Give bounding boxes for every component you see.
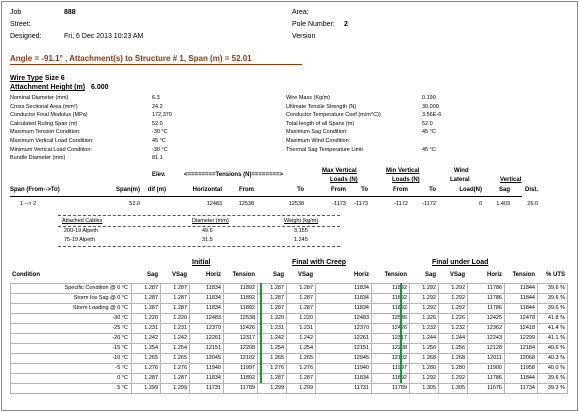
sag-cell: 1.292: [410, 284, 439, 294]
sag-cell: 41.1 %: [538, 334, 568, 344]
creep-divider: [260, 283, 262, 383]
sag-cell: 40.0 %: [538, 364, 568, 374]
elev-header: Elev.: [152, 172, 166, 178]
wire-type: [10, 75, 65, 83]
sag-cell: 1.242: [161, 334, 190, 344]
pole-number-label: Pole Number:: [292, 21, 335, 28]
condition-cell: -15 °C: [11, 344, 132, 354]
sag-cell: 11786: [468, 304, 505, 314]
sag-cell: 11900: [468, 364, 505, 374]
vertical-header: Vertical: [500, 177, 522, 183]
sag-cell: 12208: [372, 344, 410, 354]
table-row: [11, 314, 568, 324]
sag-cell: 12045: [316, 354, 372, 364]
condition-cell: Storm Ice Sag @ 0 °C: [11, 294, 132, 304]
sag-cell: 1.220: [161, 314, 190, 324]
sag-cell: 1.242: [132, 334, 161, 344]
condition-cell: -25 °C: [11, 324, 132, 334]
sag-cell: 12478: [505, 314, 538, 324]
street-label: Street:: [10, 21, 31, 28]
sag-cell: 1.280: [439, 364, 468, 374]
property-value: -30 °C: [152, 146, 168, 153]
span-column-header: Load(N): [459, 187, 482, 193]
title-underline: [10, 64, 302, 65]
sag-cell: 11958: [505, 364, 538, 374]
sag-cell: 1.287: [258, 304, 287, 314]
condition-cell: -30 °C: [11, 314, 132, 324]
sag-cell: 12317: [372, 334, 410, 344]
span-table-rule: [10, 196, 522, 197]
span-column-header: Dist.: [524, 187, 538, 193]
cable-cell: 3.155: [294, 228, 308, 234]
sag-column-header: Tension: [512, 272, 535, 278]
property-value: 3.56E-6: [422, 112, 442, 119]
min-vertical-header-2: Loads (N): [392, 177, 420, 183]
sag-cell: 11892: [224, 374, 258, 384]
sag-cell: 41.4 %: [538, 324, 568, 334]
sag-cell: 11892: [372, 284, 410, 294]
sag-cell: 12299: [505, 334, 538, 344]
span-cell: 12538: [238, 201, 254, 207]
table-row: [11, 294, 568, 304]
span-column-header: To: [297, 187, 304, 193]
sag-cell: 1.256: [439, 344, 468, 354]
cable-cell: 75-19 Alpeth: [64, 237, 95, 243]
sag-cell: 11892: [372, 304, 410, 314]
sag-cell: 11892: [224, 294, 258, 304]
sag-cell: 12102: [372, 354, 410, 364]
sag-cell: 1.287: [132, 294, 161, 304]
sag-cell: 1.254: [287, 344, 316, 354]
property-label: Thermal Sag Temperature Limit: [286, 146, 363, 153]
sag-cell: 11786: [468, 284, 505, 294]
span-cell: 1 --> 2: [20, 201, 37, 207]
sag-cell: 11786: [468, 374, 505, 384]
span-cell: -1173: [354, 201, 368, 207]
span-column-header: Span (From-->To): [10, 187, 60, 193]
wire-type-value: Size 6: [44, 75, 65, 82]
sag-cell: 1.226: [439, 314, 468, 324]
sag-cell: 1.232: [439, 324, 468, 334]
area-label: Area:: [292, 9, 309, 16]
sag-cell: 12128: [468, 344, 505, 354]
sag-cell: 12151: [316, 344, 372, 354]
sag-cell: 12184: [505, 344, 538, 354]
condition-cell: Storm Loading @ 0 °C: [11, 304, 132, 314]
sag-cell: 1.268: [410, 354, 439, 364]
sag-cell: 1.242: [287, 334, 316, 344]
sag-cell: 39.6 %: [538, 284, 568, 294]
cable-cell: 31.5: [202, 237, 213, 243]
property-value: -30 °C: [152, 129, 168, 136]
cable-cell: 200-19 Alpeth: [64, 228, 98, 234]
sag-cell: 1.287: [132, 304, 161, 314]
span-column-header: To: [361, 187, 368, 193]
sag-cell: 1.299: [258, 384, 287, 394]
span-cell: -1173: [332, 201, 346, 207]
property-value: 6.3: [152, 95, 160, 101]
sag-cell: 39.6 %: [538, 294, 568, 304]
sag-cell: 11940: [316, 364, 372, 374]
sag-cell: 11834: [190, 284, 224, 294]
wire-type-label: Wire Type: [10, 75, 43, 82]
sag-cell: 1.287: [258, 284, 287, 294]
sag-cell: 12243: [468, 334, 505, 344]
property-label: Maximum Sag Condition:: [286, 129, 348, 136]
sag-cell: 1.299: [161, 384, 190, 394]
attachment-height-label: Attachment Height (m): [10, 84, 86, 91]
tensions-header: <========Tensions (N)========>: [184, 172, 283, 178]
creep-header: Final with Creep: [292, 259, 347, 266]
sag-cell: 12426: [224, 324, 258, 334]
sag-cell: 1.276: [258, 364, 287, 374]
cables-rule-mid: [58, 226, 340, 227]
property-value: 24.2: [152, 103, 163, 110]
cables-header: Diameter (mm): [192, 218, 229, 224]
sag-cell: 1.276: [287, 364, 316, 374]
sag-cell: 12208: [224, 344, 258, 354]
condition-cell: 5 °C: [11, 384, 132, 394]
sag-cell: 11734: [505, 384, 538, 394]
wind-header-1: Wind: [454, 168, 469, 174]
sag-cell: 1.254: [258, 344, 287, 354]
wind-header-2: Lateral: [450, 177, 470, 183]
sag-cell: 11892: [372, 374, 410, 384]
version-label: Version: [292, 33, 316, 40]
sag-cell: 1.287: [161, 294, 190, 304]
condition-cell: Specific Condition @ 0 °C: [11, 284, 132, 294]
property-label: Wire Mass (Kg/m): [286, 95, 330, 101]
property-value: 45 °C: [422, 146, 436, 153]
max-vertical-header-2: Loads (N): [330, 177, 358, 183]
sag-cell: 11892: [372, 294, 410, 304]
sag-cell: 1.287: [161, 374, 190, 384]
sag-cell: 39.6 %: [538, 374, 568, 384]
span-column-header: From: [393, 187, 408, 193]
property-value: 30,000: [422, 103, 439, 110]
property-label: Maximum Vertical Load Condition:: [10, 138, 94, 144]
sag-column-header: Tension: [384, 272, 407, 278]
cables-rule-top: [58, 215, 340, 216]
sag-column-header: Tension: [232, 272, 255, 278]
span-cell: 12538: [288, 201, 304, 207]
sag-cell: 39.3 %: [538, 384, 568, 394]
sag-cell: 1.287: [161, 284, 190, 294]
table-row: [11, 374, 568, 384]
sag-cell: 1.265: [287, 354, 316, 364]
property-label: Bundle Diameter (mm): [10, 155, 66, 162]
sag-cell: 1.268: [439, 354, 468, 364]
sag-cell: 1.287: [287, 294, 316, 304]
sag-cell: 12418: [505, 324, 538, 334]
table-row: [11, 364, 568, 374]
sag-cell: 12370: [190, 324, 224, 334]
property-label: Calculated Ruling Span (m): [10, 120, 78, 127]
span-cell: 26.0: [527, 201, 538, 207]
sag-column-header: VSag: [449, 272, 465, 278]
sag-cell: 12261: [190, 334, 224, 344]
span-cell: 12483: [206, 201, 222, 207]
designed-value: Fri, 6 Dec 2013 10:23 AM: [64, 33, 144, 40]
span-column-header: Span(m): [116, 187, 140, 193]
sag-cell: 11844: [505, 284, 538, 294]
sag-cell: 11786: [468, 294, 505, 304]
sag-column-header: Horiz: [487, 272, 502, 278]
sag-cell: 12102: [224, 354, 258, 364]
sag-column-header: Sag: [272, 272, 284, 278]
sag-cell: 1.231: [161, 324, 190, 334]
condition-cell: -10 °C: [11, 354, 132, 364]
sag-cell: 12483: [316, 314, 372, 324]
sag-cell: 12362: [468, 324, 505, 334]
span-column-header: Sag: [498, 187, 510, 193]
sag-cell: 1.256: [410, 344, 439, 354]
sag-cell: 1.231: [132, 324, 161, 334]
cables-rule-bottom: [58, 246, 340, 247]
sag-cell: 12370: [316, 324, 372, 334]
sag-cell: 1.292: [410, 304, 439, 314]
sag-cell: 11834: [316, 294, 372, 304]
designed-label: Designed:: [10, 33, 42, 40]
sag-cell: 12317: [224, 334, 258, 344]
attachment-height-value: 6.000: [91, 84, 109, 91]
max-vertical-header-1: Max Vertical: [322, 168, 357, 174]
sag-table: [10, 283, 568, 394]
table-row: [11, 334, 568, 344]
sag-cell: 1.299: [132, 384, 161, 394]
property-value: 52.0: [422, 120, 433, 127]
sag-cell: 11834: [316, 304, 372, 314]
sag-cell: 12536: [372, 314, 410, 324]
condition-cell: 0 °C: [11, 374, 132, 384]
cable-cell: 49.6: [202, 228, 213, 234]
property-label: Minimum Vertical Load Condition:: [10, 146, 92, 153]
job-value: 888: [64, 9, 76, 16]
sag-cell: 11844: [505, 294, 538, 304]
span-column-header: From: [331, 187, 346, 193]
sag-cell: 1.254: [161, 344, 190, 354]
property-value: 45 °C: [152, 138, 166, 144]
sag-cell: 12538: [224, 314, 258, 324]
span-column-header: dif (m): [147, 187, 166, 193]
condition-cell: -20 °C: [11, 334, 132, 344]
sag-column-header: % UTS: [545, 272, 565, 278]
sag-cell: 1.287: [287, 304, 316, 314]
table-row: [11, 354, 568, 364]
report-title: Angle = -91.1° , Attachment(s) to Structure # 1, Span (m) = 52.01: [10, 54, 252, 63]
initial-header: Initial: [192, 259, 211, 266]
span-column-header: To: [429, 187, 436, 193]
sag-cell: 1.231: [258, 324, 287, 334]
sag-cell: 1.231: [287, 324, 316, 334]
sag-cell: 1.287: [287, 284, 316, 294]
cables-header: Weight (kg/m): [284, 218, 319, 224]
property-label: Maximum Tension Condition:: [10, 129, 81, 136]
load-divider: [400, 283, 402, 383]
property-label: Conductor Temperature Coef.(m/m°C)): [286, 112, 381, 119]
property-label: Cross Sectional Area (mm²): [10, 103, 78, 110]
sag-cell: 1.287: [132, 284, 161, 294]
sag-cell: 1.276: [132, 364, 161, 374]
sag-cell: 1.292: [410, 294, 439, 304]
table-row: [11, 384, 568, 394]
condition-cell: -5 °C: [11, 364, 132, 374]
property-label: Nominal Diameter (mm): [10, 95, 69, 101]
sag-cell: 41.8 %: [538, 314, 568, 324]
property-value: 172,370: [152, 112, 172, 119]
load-header: Final under Load: [432, 259, 489, 266]
sag-cell: 1.265: [161, 354, 190, 364]
sag-cell: 11834: [190, 304, 224, 314]
sag-cell: 1.265: [258, 354, 287, 364]
sag-column-header: Sag: [146, 272, 158, 278]
sag-cell: 1.220: [132, 314, 161, 324]
sag-cell: 1.242: [258, 334, 287, 344]
sag-cell: 11997: [224, 364, 258, 374]
sag-cell: 39.6 %: [538, 304, 568, 314]
sag-cell: 1.287: [161, 304, 190, 314]
min-vertical-header-1: Min Vertical: [386, 168, 420, 174]
job-label: Job: [10, 9, 22, 16]
sag-cell: 12151: [190, 344, 224, 354]
property-label: Ultimate Tensile Strength (N): [286, 103, 357, 110]
sag-column-header: VSag: [171, 272, 187, 278]
sag-cell: 11834: [316, 374, 372, 384]
sag-cell: 1.244: [439, 334, 468, 344]
sag-cell: 12425: [468, 314, 505, 324]
property-value: 81.1: [152, 155, 163, 162]
sag-cell: 11676: [468, 384, 505, 394]
sag-cell: 11844: [505, 304, 538, 314]
sag-cell: 1.292: [439, 284, 468, 294]
property-label: Total length of all Spans (m): [286, 120, 355, 127]
sag-cell: 12261: [316, 334, 372, 344]
property-value: 45 °C: [422, 129, 436, 136]
sag-cell: 11834: [190, 294, 224, 304]
sag-cell: 1.232: [410, 324, 439, 334]
sag-cell: 11940: [190, 364, 224, 374]
sag-cell: 1.287: [258, 294, 287, 304]
sag-cell: 1.220: [287, 314, 316, 324]
table-row: [11, 344, 568, 354]
sag-cell: 1.226: [410, 314, 439, 324]
sag-cell: 1.292: [439, 304, 468, 314]
property-label: Conductor Final Modulus (MPa): [10, 112, 88, 119]
span-cell: 1.403: [496, 201, 510, 207]
property-value: 0.190: [422, 95, 436, 101]
sag-column-header: Horiz: [354, 272, 369, 278]
sag-cell: 1.305: [410, 384, 439, 394]
sag-cell: 1.287: [132, 374, 161, 384]
pole-number-value: 2: [344, 21, 348, 28]
sag-cell: 40.3 %: [538, 354, 568, 364]
sag-cell: 1.280: [410, 364, 439, 374]
table-row: [11, 284, 568, 294]
sag-cell: 11834: [190, 374, 224, 384]
sag-cell: 1.244: [410, 334, 439, 344]
sag-cell: 12068: [505, 354, 538, 364]
sag-cell: 1.287: [258, 374, 287, 384]
sag-cell: 1.292: [410, 374, 439, 384]
sag-cell: 12426: [372, 324, 410, 334]
sag-cell: 1.265: [132, 354, 161, 364]
sag-cell: 1.292: [439, 374, 468, 384]
span-column-header: Horizontal: [192, 187, 222, 193]
span-cell: 0: [478, 201, 482, 207]
sag-cell: 11789: [372, 384, 410, 394]
sag-column-header: Condition: [12, 272, 40, 278]
sag-cell: 40.6 %: [538, 344, 568, 354]
sag-cell: 1.220: [258, 314, 287, 324]
sag-cell: 1.254: [132, 344, 161, 354]
sag-column-header: VSag: [297, 272, 313, 278]
property-value: 52.0: [152, 120, 163, 127]
sag-cell: 1.287: [287, 374, 316, 384]
span-cell: -1172: [394, 201, 408, 207]
sag-cell: 1.276: [161, 364, 190, 374]
sag-cell: 12011: [468, 354, 505, 364]
cable-cell: 1.245: [294, 237, 308, 243]
property-label: Maximum Wind Condition:: [286, 138, 351, 144]
sag-cell: 11997: [372, 364, 410, 374]
sag-column-header: Sag: [424, 272, 436, 278]
sag-cell: 1.305: [439, 384, 468, 394]
sag-cell: 11844: [505, 374, 538, 384]
span-cell: -1172: [422, 201, 436, 207]
attachment-height: [10, 84, 109, 92]
sag-cell: 11892: [224, 304, 258, 314]
sag-cell: 1.299: [287, 384, 316, 394]
sag-cell: 11834: [316, 284, 372, 294]
table-row: [11, 304, 568, 314]
sag-cell: 11892: [224, 284, 258, 294]
sag-cell: 11731: [316, 384, 372, 394]
span-cell: 52.0: [129, 201, 140, 207]
cables-header: Attached Cables: [62, 218, 103, 224]
sag-cell: 11731: [190, 384, 224, 394]
sag-cell: 11789: [224, 384, 258, 394]
table-row: [11, 324, 568, 334]
sag-column-header: Horiz: [206, 272, 221, 278]
report-page: [1, 1, 578, 411]
sag-cell: 12483: [190, 314, 224, 324]
sag-cell: 12045: [190, 354, 224, 364]
span-column-header: From: [239, 187, 254, 193]
sag-cell: 1.292: [439, 294, 468, 304]
